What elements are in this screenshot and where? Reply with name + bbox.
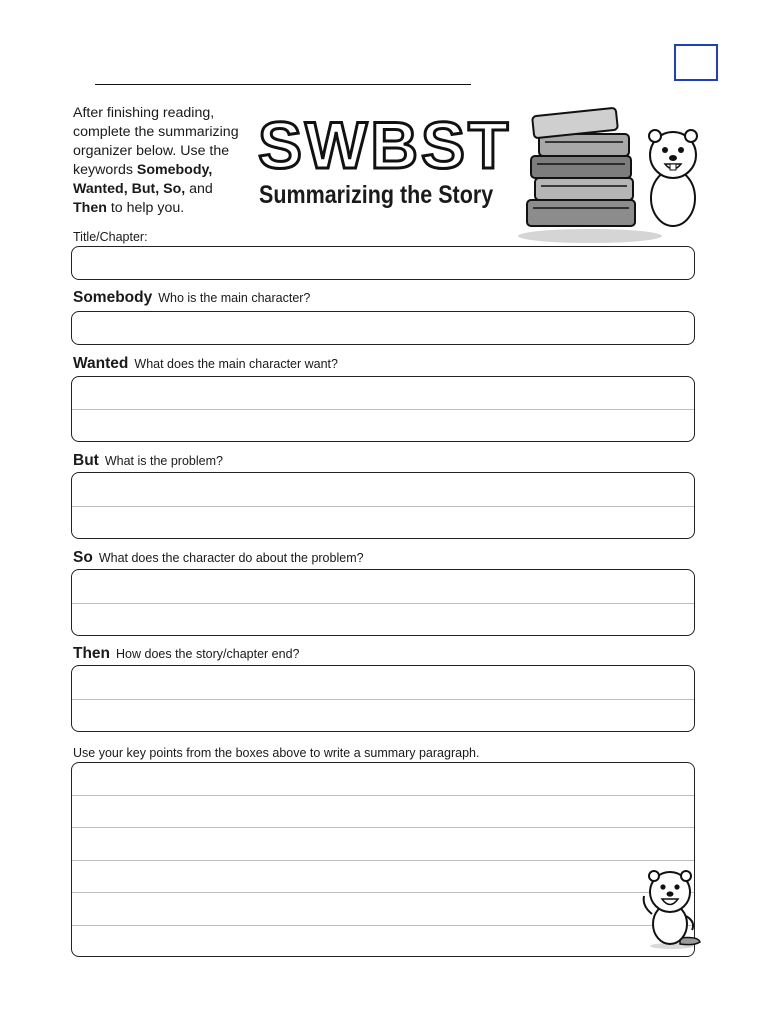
page-title: SWBST	[258, 108, 512, 182]
intro-line: organizer below. Use the	[73, 143, 230, 159]
then-keyword: Then	[73, 645, 111, 662]
but-field[interactable]	[71, 472, 695, 539]
intro-line: and	[185, 181, 213, 197]
then-question: How does the story/chapter end?	[116, 647, 300, 661]
wanted-prompt	[73, 356, 338, 372]
but-prompt	[73, 453, 223, 469]
wanted-field[interactable]	[71, 376, 695, 442]
somebody-prompt	[73, 290, 310, 306]
intro-line: complete the summarizing	[73, 124, 239, 140]
somebody-question: Who is the main character?	[158, 291, 311, 305]
beaver-mascot-icon	[636, 866, 706, 950]
intro-line: After finishing reading,	[73, 105, 215, 121]
writing-line	[72, 827, 694, 828]
title-chapter-label: Title/Chapter:	[73, 230, 148, 244]
intro-keyword: Wanted, But, So,	[73, 181, 186, 197]
writing-line	[72, 409, 694, 410]
name-line[interactable]	[95, 84, 471, 85]
stack-of-books-icon	[515, 100, 715, 245]
title-chapter-field[interactable]	[71, 246, 695, 280]
intro-line: to help you.	[106, 200, 185, 216]
so-prompt	[73, 550, 364, 566]
then-prompt	[73, 646, 299, 662]
intro-line: keywords	[73, 162, 137, 178]
summary-label: Use your key points from the boxes above to write a summary paragraph.	[73, 746, 480, 760]
intro-keyword: Then	[73, 200, 107, 216]
corner-box	[674, 44, 718, 81]
writing-line	[72, 699, 694, 700]
but-question: What is the problem?	[104, 454, 223, 468]
so-field[interactable]	[71, 569, 695, 636]
so-question: What does the character do about the problem?	[98, 551, 364, 565]
writing-line	[72, 892, 694, 893]
somebody-keyword: Somebody	[73, 289, 153, 306]
wanted-keyword: Wanted	[73, 355, 129, 372]
but-keyword: But	[73, 452, 99, 469]
page-subtitle: Summarizing the Story	[259, 181, 494, 209]
so-keyword: So	[73, 549, 93, 566]
intro-instructions	[73, 104, 263, 218]
writing-line	[72, 506, 694, 507]
writing-line	[72, 925, 694, 926]
summary-field[interactable]	[71, 762, 695, 957]
intro-keyword: Somebody,	[136, 162, 213, 178]
wanted-question: What does the main character want?	[134, 357, 338, 371]
writing-line	[72, 795, 694, 796]
then-field[interactable]	[71, 665, 695, 732]
somebody-field[interactable]	[71, 311, 695, 345]
writing-line	[72, 603, 694, 604]
writing-line	[72, 860, 694, 861]
